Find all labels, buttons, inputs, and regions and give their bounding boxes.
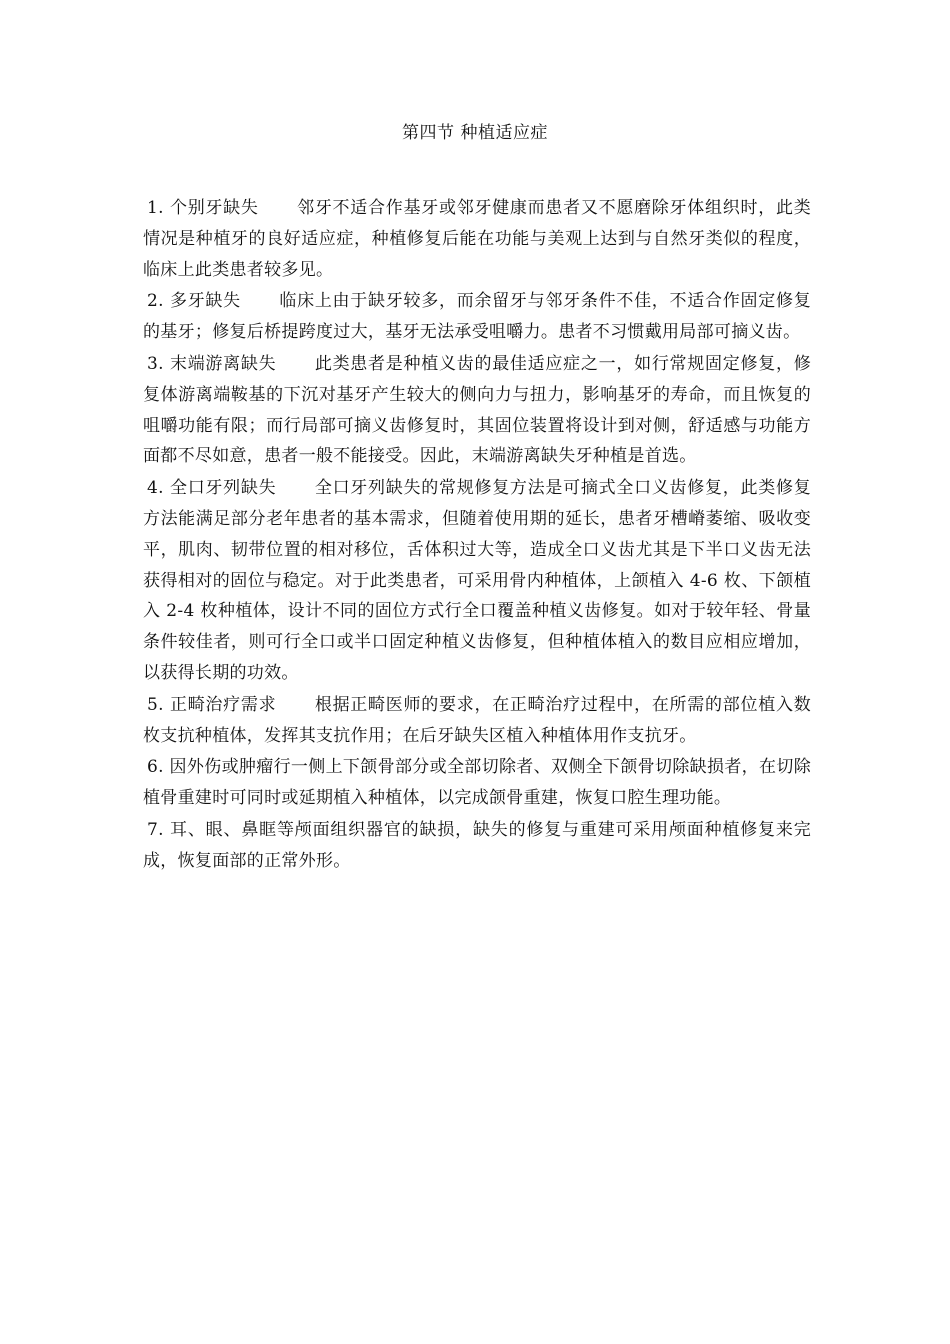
list-item <box>143 193 811 285</box>
list-item <box>143 690 811 752</box>
list-item <box>143 473 811 689</box>
list-item <box>143 286 811 348</box>
list-item <box>143 349 811 472</box>
item-body: 7. 耳、眼、鼻眶等颅面组织器官的缺损，缺失的修复与重建可采用颅面种植修复来完成，恢复面部的正常外形。 <box>143 819 811 871</box>
item-body: 此类患者是种植义齿的最佳适应症之一，如行常规固定修复，修复体游离端鞍基的下沉对基牙产生较大的侧向力与扭力，影响基牙的寿命，而且恢复的咀嚼功能有限；而行局部可摘义齿修复时，其固位装置将设计到对侧，舒适感与功能方面都不尽如意，患者一般不能接受。因此，末端游离缺失牙种植是首选。 <box>143 353 812 467</box>
document-body <box>143 193 811 878</box>
list-item <box>143 752 811 814</box>
item-body: 6. 因外伤或肿瘤行一侧上下颌骨部分或全部切除者、双侧全下颌骨切除缺损者，在切除植骨重建时可同时或延期植入种植体，以完成颌骨重建，恢复口腔生理功能。 <box>143 757 811 809</box>
item-body: 邻牙不适合作基牙或邻牙健康而患者又不愿磨除牙体组织时，此类情况是种植牙的良好适应症，种植修复后能在功能与美观上达到与自然牙类似的程度，临床上此类患者较多见。 <box>143 198 811 280</box>
item-body: 根据正畸医师的要求，在正畸治疗过程中，在所需的部位植入数枚支抗种植体，发挥其支抗作用；在后牙缺失区植入种植体用作支抗牙。 <box>143 694 812 746</box>
item-heading: 1. 个别牙缺失 <box>147 198 259 218</box>
item-heading: 3. 末端游离缺失 <box>147 353 277 374</box>
item-heading: 2. 多牙缺失 <box>147 291 241 312</box>
page-title: 第四节 种植适应症 <box>402 123 548 143</box>
item-heading: 4. 全口牙列缺失 <box>147 478 277 499</box>
item-body: 全口牙列缺失的常规修复方法是可摘式全口义齿修复，此类修复方法能满足部分老年患者的基本需求，但随着使用期的延长，患者牙槽嵴萎缩、吸收变平，肌肉、韧带位置的相对移位，舌体积过大等，造成全口义齿尤其是下半口义齿无法获得相对的固位与稳定。对于此类患者，可采用骨内种植体，上颌植入 4-6 枚、下颌植入 2-4 枚种植体，设计不同的固位方式行全口覆盖种植义齿修复。如对于较年轻、骨量条件较佳者，则可行全口或半口固定种植义齿修复，但种植体植入的数目应相应增加，以获得长期的功效。 <box>143 478 812 683</box>
item-heading: 5. 正畸治疗需求 <box>147 694 277 715</box>
list-item <box>143 815 811 877</box>
item-body: 临床上由于缺牙较多，而余留牙与邻牙条件不佳，不适合作固定修复的基牙；修复后桥提跨度过大，基牙无法承受咀嚼力。患者不习惯戴用局部可摘义齿。 <box>143 291 811 343</box>
